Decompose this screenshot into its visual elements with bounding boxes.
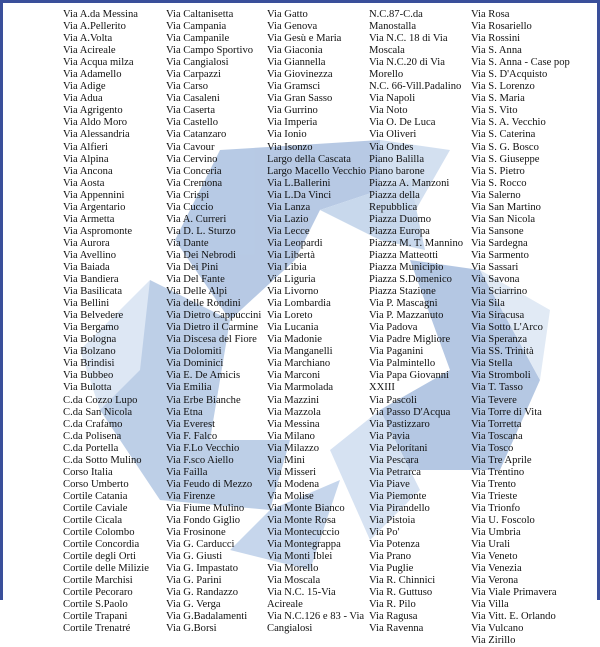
street-name: Via Morello xyxy=(267,563,319,575)
street-name: Via Madonie xyxy=(267,334,322,346)
street-name: Via Gramsci xyxy=(267,81,321,93)
street-name: Via Belvedere xyxy=(63,310,124,322)
street-name: Via L.Ballerini xyxy=(267,177,331,189)
street-name: Via Sila xyxy=(471,298,505,310)
street-name: Via O. De Luca xyxy=(369,117,436,129)
street-name: Via Ondes xyxy=(369,141,414,153)
street-name: Via Pascoli xyxy=(369,394,417,406)
street-name: Via Pirandello xyxy=(369,502,430,514)
street-name: Via Cuccio xyxy=(166,201,214,213)
street-name: Via Urali xyxy=(471,539,511,551)
street-name: Via Isonzo xyxy=(267,141,313,153)
street-name: Via Pistoia xyxy=(369,514,416,526)
street-name: Via Failla xyxy=(166,466,208,478)
street-name: Via Passo D'Acqua xyxy=(369,406,451,418)
street-name: Via Dietro il Carmine xyxy=(166,322,259,334)
street-name: Via Lecce xyxy=(267,225,310,237)
street-name: Via T. Tasso xyxy=(471,382,523,394)
street-column-3 xyxy=(267,9,365,635)
street-name: Via Crispi xyxy=(166,189,210,201)
street-name: Via Dante xyxy=(166,237,209,249)
street-name: Cortile Trapani xyxy=(63,611,128,623)
street-name: Via Pastizzaro xyxy=(369,418,430,430)
street-name: Via Modena xyxy=(267,478,320,490)
street-name: Via G. Verga xyxy=(166,599,221,611)
street-name: Via Trentino xyxy=(471,466,525,478)
street-name: Via Avellino xyxy=(63,249,117,261)
street-name: Via S. G. Bosco xyxy=(471,141,539,153)
street-name: Via F.Lo Vecchio xyxy=(166,442,240,454)
street-name: Via Campania xyxy=(166,21,227,33)
street-name: Via Lanza xyxy=(267,201,311,213)
street-name: Via Noto xyxy=(369,105,408,117)
street-name: Via Liguria xyxy=(267,274,316,286)
street-name: C.da Portella xyxy=(63,442,119,454)
street-name: Via S. Anna - Case pop xyxy=(471,57,570,69)
street-name: Via Carpazzi xyxy=(166,69,221,81)
street-name: Via G. Parini xyxy=(166,575,222,587)
street-name: Via Rossini xyxy=(471,33,521,45)
street-name: Via Salerno xyxy=(471,189,521,201)
street-name: Via Fondo Giglio xyxy=(166,514,241,526)
street-name: Via Gran Sasso xyxy=(267,93,333,105)
street-name: Via San Nicola xyxy=(471,213,536,225)
street-name: Via F. Falco xyxy=(166,430,218,442)
street-name: Via Genova xyxy=(267,21,318,33)
street-name: Via Viale Primavera xyxy=(471,587,557,599)
street-name: Via Dominici xyxy=(166,358,224,370)
street-name: Via Montecuccio xyxy=(267,527,340,539)
street-name: Cortile Colombo xyxy=(63,527,135,539)
street-name: Via Caserta xyxy=(166,105,216,117)
street-name: Via Giovinezza xyxy=(267,69,333,81)
street-name: Via A.da Messina xyxy=(63,9,138,20)
street-name: Moscala xyxy=(369,45,405,57)
street-name: Via Bandiera xyxy=(63,274,119,286)
street-name: Via Mazzola xyxy=(267,406,321,418)
street-name: Via Vitt. E. Orlando xyxy=(471,611,556,623)
street-name: Via San Martino xyxy=(471,201,541,213)
street-name: Via L.Da Vinci xyxy=(267,189,332,201)
street-name: Cortile Trenatré xyxy=(63,623,131,635)
street-name: Via A.Pellerito xyxy=(63,21,126,33)
street-name: Via Savona xyxy=(471,274,520,286)
street-name: Via Argentario xyxy=(63,201,126,213)
street-name: Via Moscala xyxy=(267,575,321,587)
street-name: Via Del Fante xyxy=(166,274,225,286)
street-name: Via Brindisi xyxy=(63,358,115,370)
street-name: Via Milazzo xyxy=(267,442,320,454)
street-name: Via D. L. Sturzo xyxy=(166,225,236,237)
street-name: Cortile degli Orti xyxy=(63,551,136,563)
street-name: Via G. Randazzo xyxy=(166,587,239,599)
street-name: Via Villa xyxy=(471,599,509,611)
street-name: Via Libia xyxy=(267,261,307,273)
street-name: Via N.C.20 di Via xyxy=(369,57,445,69)
street-name: Piazza Municipio xyxy=(369,261,444,273)
street-name: Via Acireale xyxy=(63,45,116,57)
street-name: Via Pelorítani xyxy=(369,442,428,454)
street-name: Via Cavour xyxy=(166,141,215,153)
street-name: Via Molise xyxy=(267,490,314,502)
street-name: Via Delle Alpi xyxy=(166,286,228,298)
street-name: Via Sarmento xyxy=(471,249,529,261)
street-name: Via N.C. 18 di Via xyxy=(369,33,448,45)
street-name: Piazza Europa xyxy=(369,225,430,237)
street-name: Via Conceria xyxy=(166,165,222,177)
street-name: Via Padre Migliore xyxy=(369,334,451,346)
street-name: Largo Macello Vecchio xyxy=(267,165,367,177)
street-column-1 xyxy=(63,9,161,635)
street-name: Via Adua xyxy=(63,93,103,105)
street-name: Via Cremona xyxy=(166,177,223,189)
street-name: Via S. Vito xyxy=(471,105,518,117)
street-name: Via Venezia xyxy=(471,563,522,575)
street-name: Via Aurora xyxy=(63,237,110,249)
street-name: Via Catanzaro xyxy=(166,129,227,141)
street-name: Via Tevere xyxy=(471,394,517,406)
street-name: Via Zirillo xyxy=(471,635,516,647)
street-name: Via Feudo di Mezzo xyxy=(166,478,253,490)
street-name: Cangialosi xyxy=(267,623,313,635)
street-name: Via Montegrappa xyxy=(267,539,341,551)
street-name: Via Vulcano xyxy=(471,623,524,635)
street-name: Via Dolomiti xyxy=(166,346,222,358)
street-name: Via Trento xyxy=(471,478,516,490)
street-name: Via Alfieri xyxy=(63,141,108,153)
street-name: XXIII xyxy=(369,382,395,394)
street-name: Via Stromboli xyxy=(471,370,531,382)
page-border-top xyxy=(0,0,600,3)
street-name: Via Sassari xyxy=(471,261,519,273)
street-name: Via Libertà xyxy=(267,249,315,261)
street-name: Via Napoli xyxy=(369,93,416,105)
street-name: Via Campanile xyxy=(166,33,230,45)
street-name: Via Erbe Bianche xyxy=(166,394,241,406)
street-name: Via Ionio xyxy=(267,129,307,141)
street-name: Via Alpina xyxy=(63,153,109,165)
street-name: Via delle Rondini xyxy=(166,298,241,310)
street-name: Via Marconi xyxy=(267,370,321,382)
street-name: Via Emilia xyxy=(166,382,212,394)
street-name: Via Messina xyxy=(267,418,320,430)
street-name: Via Piave xyxy=(369,478,410,490)
street-name: Via Basilicata xyxy=(63,286,123,298)
street-name: Via Lucania xyxy=(267,322,319,334)
street-name: Via Bubbeo xyxy=(63,370,114,382)
page-border-left xyxy=(0,0,3,600)
street-name: Via Fiume Mulino xyxy=(166,502,245,514)
street-name: Via Milano xyxy=(267,430,315,442)
street-column-5 xyxy=(471,9,599,647)
street-name: Via Torretta xyxy=(471,418,522,430)
street-name: Via Everest xyxy=(166,418,216,430)
street-name: Via S. Lorenzo xyxy=(471,81,535,93)
street-name: Via Aspromonte xyxy=(63,225,133,237)
street-name: C.da Cozzo Lupo xyxy=(63,394,138,406)
street-name: Via S. A. Vecchio xyxy=(471,117,546,129)
street-name: Via N.C.126 e 83 - Via xyxy=(267,611,365,623)
street-name: Via Palmintello xyxy=(369,358,436,370)
street-name: Via Torre di Vita xyxy=(471,406,542,418)
street-name: Via Imperia xyxy=(267,117,318,129)
street-name: Via Bulotta xyxy=(63,382,112,394)
street-name: Piazza M. T. Mannino xyxy=(369,237,464,249)
street-name: Morello xyxy=(369,69,404,81)
street-name: Via U. Foscolo xyxy=(471,514,535,526)
street-name: Corso Italia xyxy=(63,466,113,478)
street-name: Piazza Duomo xyxy=(369,213,432,225)
street-name: Via Misseri xyxy=(267,466,317,478)
street-name: Via Trieste xyxy=(471,490,518,502)
street-name: Via G. Carducci xyxy=(166,539,235,551)
street-name: Via Marmolada xyxy=(267,382,334,394)
street-name: Via G.Borsi xyxy=(166,623,217,635)
street-name: Via Ancona xyxy=(63,165,113,177)
street-name: Via Monte Rosa xyxy=(267,514,336,526)
street-name: Via Po' xyxy=(369,527,400,539)
street-name: Via Castello xyxy=(166,117,219,129)
street-name: Cortile S.Paolo xyxy=(63,599,128,611)
street-name: Via N.C. 15-Via xyxy=(267,587,336,599)
street-name: C.da San Nicola xyxy=(63,406,133,418)
street-name: Via Aldo Moro xyxy=(63,117,128,129)
street-name: C.da Crafamo xyxy=(63,418,123,430)
street-name: Piano barone xyxy=(369,165,425,177)
street-name: Via Livorno xyxy=(267,286,319,298)
street-name: C.da Sotto Mulino xyxy=(63,454,142,466)
street-name: Via Cervino xyxy=(166,153,218,165)
street-name: Via Rosariello xyxy=(471,21,532,33)
street-name: Via Etna xyxy=(166,406,203,418)
street-name: Via Dei Pini xyxy=(166,261,219,273)
street-name: Via Monti Iblei xyxy=(267,551,333,563)
street-name: Via Sciarrino xyxy=(471,286,528,298)
street-name: Via G. Giusti xyxy=(166,551,223,563)
street-name: Via Prano xyxy=(369,551,412,563)
street-name: Via Umbria xyxy=(471,527,521,539)
street-name: Via Dei Nebrodi xyxy=(166,249,236,261)
street-name: Via S. Caterina xyxy=(471,129,536,141)
street-name: Cortile Caviale xyxy=(63,502,128,514)
street-name: Via S. Anna xyxy=(471,45,522,57)
street-name: Piazza A. Manzoni xyxy=(369,177,450,189)
street-name: Via R. Guttuso xyxy=(369,587,433,599)
street-name: Via R. Pilo xyxy=(369,599,416,611)
street-name: Via Verona xyxy=(471,575,519,587)
street-name: Via A.Volta xyxy=(63,33,113,45)
street-name: Via Giannella xyxy=(267,57,326,69)
street-name: Via Appennini xyxy=(63,189,125,201)
street-name: Piazza Matteotti xyxy=(369,249,439,261)
street-name: Via Pavia xyxy=(369,430,410,442)
street-name: Via Toscana xyxy=(471,430,523,442)
street-name: Acireale xyxy=(267,599,303,611)
street-name: Via Padova xyxy=(369,322,418,334)
street-name: Via Aosta xyxy=(63,177,105,189)
street-name: Via Manganelli xyxy=(267,346,333,358)
street-name: C.da Polisena xyxy=(63,430,122,442)
street-name: Via Lombardia xyxy=(267,298,331,310)
street-name: Piazza S.Domenico xyxy=(369,274,452,286)
street-name: Via Paganini xyxy=(369,346,424,358)
street-name: Via Ravenna xyxy=(369,623,424,635)
street-name: Via Sansone xyxy=(471,225,524,237)
street-name: Via Gesù e Maria xyxy=(267,33,342,45)
street-name: Via Discesa del Fiore xyxy=(166,334,257,346)
street-name: Cortile Pecoraro xyxy=(63,587,133,599)
street-name: Via A. Curreri xyxy=(166,213,227,225)
street-name: Via Speranza xyxy=(471,334,528,346)
street-name: Via Campo Sportivo xyxy=(166,45,254,57)
street-name: Via S. Rocco xyxy=(471,177,527,189)
street-name: Via Armetta xyxy=(63,213,115,225)
street-name: Via S. Giuseppe xyxy=(471,153,540,165)
street-name: Via P. Mascagni xyxy=(369,298,438,310)
street-name: Via R. Chinnici xyxy=(369,575,436,587)
street-name: Via Loreto xyxy=(267,310,313,322)
street-name: Via Pescara xyxy=(369,454,419,466)
street-name: Via Giaconia xyxy=(267,45,323,57)
street-name: Via Bologna xyxy=(63,334,117,346)
street-name: Manostalla xyxy=(369,21,417,33)
street-name: Via Leopardi xyxy=(267,237,323,249)
street-name: Via SS. Trinità xyxy=(471,346,534,358)
street-name: Via S. D'Acquisto xyxy=(471,69,548,81)
street-name: Via Sardegna xyxy=(471,237,528,249)
street-name: Cortile delle Milizie xyxy=(63,563,149,575)
street-name: Via Stella xyxy=(471,358,513,370)
street-name: Via P. Mazzanuto xyxy=(369,310,444,322)
street-column-4 xyxy=(369,9,467,635)
street-name: Via G.Badalamenti xyxy=(166,611,248,623)
street-name: Via S. Maria xyxy=(471,93,525,105)
street-name: Via Mini xyxy=(267,454,305,466)
street-name: Piazza Stazione xyxy=(369,286,436,298)
street-name: Via Monte Bianco xyxy=(267,502,345,514)
street-column-2 xyxy=(166,9,262,635)
street-name: Via Sotto L'Arco xyxy=(471,322,543,334)
street-name: Via Gurrino xyxy=(267,105,318,117)
street-name: Via Trionfo xyxy=(471,502,521,514)
street-name: Via G. Impastato xyxy=(166,563,239,575)
street-name: Largo della Cascata xyxy=(267,153,351,165)
street-name: Via Papa Giovanni xyxy=(369,370,449,382)
street-name: Cortile Cicala xyxy=(63,514,123,526)
street-name: Repubblica xyxy=(369,201,418,213)
street-name: Cortile Concordia xyxy=(63,539,140,551)
street-name: N.C. 66-Vill.Padalino xyxy=(369,81,462,93)
street-name: Via Gatto xyxy=(267,9,308,20)
street-name: Via Dietro Cappuccini xyxy=(166,310,262,322)
street-name: Via Piemonte xyxy=(369,490,427,502)
street-name: Via Lazio xyxy=(267,213,309,225)
street-name: Via Acqua milza xyxy=(63,57,134,69)
street-name: Via Baiada xyxy=(63,261,110,273)
street-name: Via Mazzini xyxy=(267,394,320,406)
street-name: Via F.sco Aiello xyxy=(166,454,234,466)
street-name: Piazza della xyxy=(369,189,420,201)
street-name: N.C.87-C.da xyxy=(369,9,423,20)
street-name: Cortile Catania xyxy=(63,490,128,502)
street-name: Via Caltanisetta xyxy=(166,9,234,20)
street-name: Cortile Marchisi xyxy=(63,575,133,587)
street-name: Via Veneto xyxy=(471,551,518,563)
street-name: Via Puglie xyxy=(369,563,414,575)
street-name: Corso Umberto xyxy=(63,478,129,490)
street-name: Via Casaleni xyxy=(166,93,220,105)
street-name: Via Bergamo xyxy=(63,322,119,334)
street-name: Via Adige xyxy=(63,81,106,93)
street-name: Via E. De Amicis xyxy=(166,370,241,382)
street-name: Via Firenze xyxy=(166,490,216,502)
street-name: Via Cangialosi xyxy=(166,57,229,69)
street-name: Via Bellini xyxy=(63,298,110,310)
street-name: Via Tosco xyxy=(471,442,514,454)
street-name: Via Ragusa xyxy=(369,611,418,623)
street-name: Via S. Pietro xyxy=(471,165,525,177)
street-name: Via Bolzano xyxy=(63,346,116,358)
street-name: Via Adamello xyxy=(63,69,122,81)
street-name: Via Potenza xyxy=(369,539,420,551)
street-name: Via Tre Aprile xyxy=(471,454,532,466)
street-name: Via Petrarca xyxy=(369,466,422,478)
street-name: Via Marchiano xyxy=(267,358,331,370)
street-name: Via Alessandria xyxy=(63,129,130,141)
street-name: Via Agrigento xyxy=(63,105,123,117)
street-name: Piano Balilla xyxy=(369,153,425,165)
street-name: Via Rosa xyxy=(471,9,510,20)
street-name: Via Siracusa xyxy=(471,310,525,322)
street-name: Via Frosinone xyxy=(166,527,226,539)
street-name: Via Carso xyxy=(166,81,209,93)
street-name: Via Oliveri xyxy=(369,129,417,141)
